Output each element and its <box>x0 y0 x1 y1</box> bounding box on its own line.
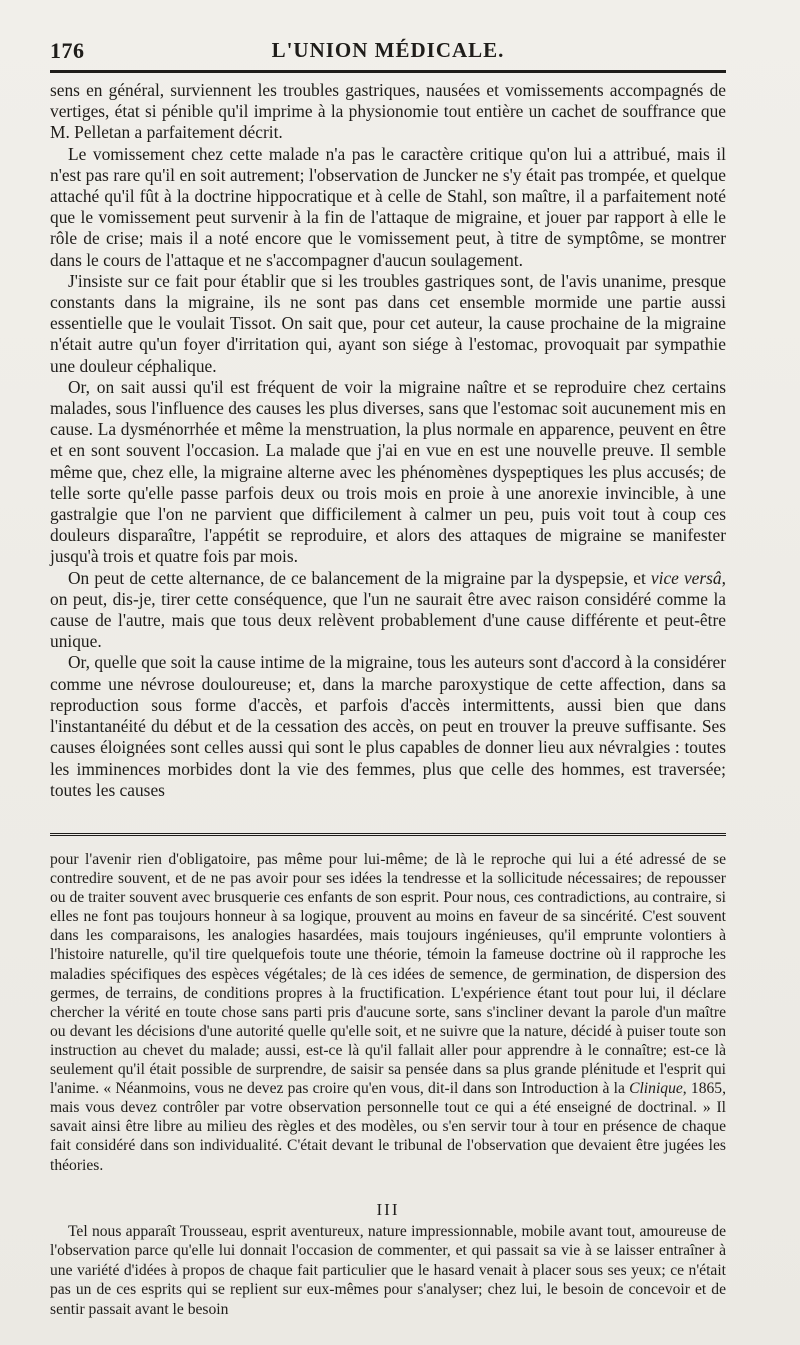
paragraph: Or, on sait aussi qu'il est fréquent de voir la migraine naître et se reproduire chez certains malades, sous l'influence des causes les plus diverses, sans que l'estomac soit aucunement mis en cause. La dysménorrhée et même la menstruation, la plus normale en apparence, peuvent en être et en sont souvent l'occasion. La malade que j'ai en vue en est une nouvelle preuve. Il semble même que, chez elle, la migraine alterne avec les phénomènes dyspeptiques les plus accusés; de telle sorte qu'elle passe parfois deux ou trois mois en proie à une anorexie invincible, à une gastralgie que l'on ne parvient que difficilement à calmer un peu, puis voit tout à coup ces douleurs disparaître, l'appétit se reproduire, et alors des attaques de migraine se manifester jusqu'à trois et quatre fois par mois. <box>50 376 726 567</box>
page-number: 176 <box>50 38 85 63</box>
footnote-text: pour l'avenir rien d'obligatoire, pas même pour lui-même; de là le reproche qui lui a été adressé de se contredire souvent, et de ne pas avoir pour ses idées la tendresse et la sollicitude nécessaires; de repousser ou de traiter souvent avec brusquerie ces enfants de son esprit. Pour nous, ces contradictions, au contraire, si elles ne font pas toujours honneur à sa logique, prouvent au moins en faveur de sa sincérité. C'est souvent dans les comparaisons, les analogies hasardées, mais toujours ingénieuses, qu'il emprunte volontiers à l'histoire naturelle, qu'il tire quelquefois toute une théorie, témoin la fameuse doctrine où il rapproche les maladies spécifiques des espèces végétales; de là ces idées de semence, de germination, de dispersion des germes, de terrains, de conditions propres à la fructification. L'expérience étant tout pour lui, il déclare chercher la vérité en toute chose sans parti pris d'aucune sorte, sans s'incliner devant la parole d'un maître ou devant les décisions d'une autorité quelle qu'elle soit, et ne suivre que la nature, décidé à puiser toute son instruction au chevet du malade; aussi, est-ce là qu'il fallait aller pour apprendre à le connaître; est-ce là seulement qu'il était possible de surprendre, de saisir sa pensée dans sa plus grande plénitude et l'esprit qui l'anime. « Néanmoins, vous ne devez pas croire qu'en vous, dit-il dans son Introduction à la <box>50 851 726 1098</box>
running-title: L'UNION MÉDICALE. <box>271 38 505 62</box>
header-rule <box>50 70 726 73</box>
section-text <box>50 1222 726 1319</box>
section-paragraph: Tel nous apparaît Trousseau, esprit aventureux, nature impressionnable, mobile avant tout, amoureuse de l'observation parce qu'elle lui donnait l'occasion de commenter, et qui passait sa vie à se laisser entraîner à une variété d'idées à propos de chaque fait particulier que le hasard venait à placer sous ses yeux; ce n'était pas un de ces esprits qui se replient sur eux-mêmes pour s'analyser; chez lui, le besoin de concevoir et de sentir passait avant le besoin <box>50 1223 726 1318</box>
page-header <box>50 38 726 68</box>
paragraph: Le vomissement chez cette malade n'a pas le caractère critique qu'on lui a attribué, mais il n'est pas rare qu'il en soit autrement; l'observation de Juncker ne s'y était pas trompée, et quelque attaché qu'il fût à la doctrine hippocratique et à celle de Stahl, son maître, il a parfaitement noté que le vomissement peut survenir à la fin de l'attaque de migraine, et jouer par rapport à elle le rôle de crise; mais il a noté encore que le vomissement peut, à titre de symptôme, se montrer dans le cours de l'attaque et ne s'accompagner d'aucun soulagement. <box>50 143 726 270</box>
italic-phrase: vice versâ <box>650 567 722 588</box>
italic-title: Clinique <box>629 1080 683 1098</box>
footnote-rule <box>50 833 726 838</box>
paragraph <box>50 568 726 653</box>
paragraph-text: , on peut, dis-je, tirer cette conséquence, que l'un ne saurait être avec raison considéré comme la cause de l'autre, mais que tous deux relèvent probablement d'une cause différente et peut-être unique. <box>50 567 726 652</box>
section-number: III <box>376 1200 400 1219</box>
footnote-text: , 1865, mais vous devez contrôler par votre observation personnelle tout ce qui a été enseigné de doctrinal. » Il savait ainsi être libre au milieu des règles et des modèles, ou s'en servir tour à tour en présence de chaque fait considéré dans son individualité. C'était devant le tribunal de l'observation que devaient être jugées les théories. <box>50 1080 726 1174</box>
paragraph: J'insiste sur ce fait pour établir que si les troubles gastriques sont, de l'avis unanime, presque constants dans la migraine, ils ne sont pas dans cet ensemble mormide une partie aussi essentielle que le voulait Tissot. On sait que, pour cet auteur, la cause prochaine de la migraine n'était autre qu'un foyer d'irritation qui, ayant son siége à l'estomac, provoquait par sympathie une douleur céphalique. <box>50 270 726 376</box>
paragraph: Or, quelle que soit la cause intime de la migraine, tous les auteurs sont d'accord à la considérer comme une névrose douloureuse; et, dans la marche paroxystique de cette affection, dans sa reproduction sous forme d'accès, et parfois d'accès intermittents, aussi bien que dans l'instantanéité du début et de la cessation des accès, on peut en trouver la preuve suffisante. Ses causes éloignées sont celles aussi qui sont le plus capables de donner lieu aux névralgies : toutes les imminences morbides dont la vie des femmes, plus que celle des hommes, est traversée; toutes les causes <box>50 652 726 800</box>
paragraph-text: On peut de cette alternance, de ce balancement de la migraine par la dyspepsie, et <box>68 567 646 588</box>
footnote-paragraph <box>50 850 726 1175</box>
paragraph: sens en général, surviennent les troubles gastriques, nausées et vomissements accompagnés de vertiges, état si pénible qu'il imprime à la physionomie tout entière un cachet de souffrance que M. Pelletan a parfaitement décrit. <box>50 80 726 143</box>
footnote <box>50 850 726 1175</box>
main-text <box>50 80 726 801</box>
